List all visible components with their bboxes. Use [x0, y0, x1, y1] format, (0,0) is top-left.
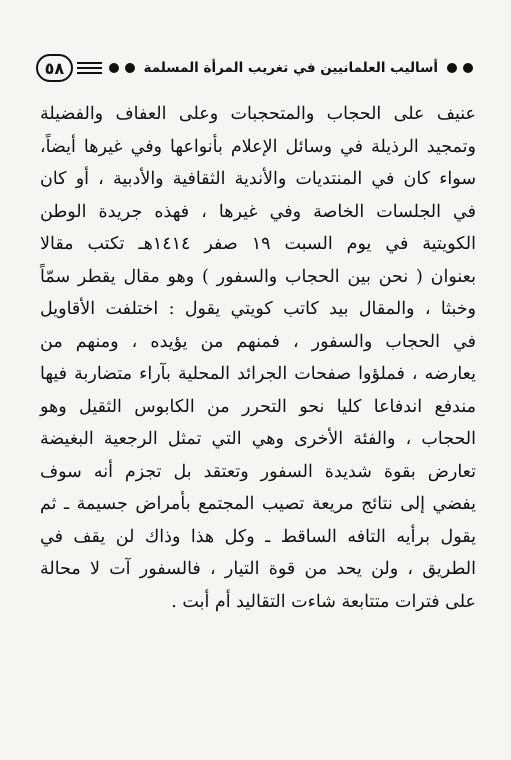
text-line: سواء كان في المنتديات والأندية الثقافية والأدبية ، أو كان — [40, 169, 476, 189]
text-line: بعنوان ( نحن بين الحجاب والسفور ) وهو مقال يقطر سمّاً — [40, 266, 476, 287]
text-line: في الحجاب والسفور ، فمنهم من يؤيده ، ومنهم من — [40, 331, 476, 352]
text-line: الحجاب ، والفئة الأخرى وهي التي تمثل الرجعية البغيضة — [40, 429, 476, 449]
text-line: في الجلسات الخاصة وفي غيرها ، فهذه جريدة الوطن — [40, 201, 476, 222]
text-line: يقول برأيه التافه الساقط ـ وكل هذا وذاك لن يقف في — [40, 526, 476, 547]
body-paragraph — [40, 98, 476, 618]
text-line: وخبثا ، والمقال بيد كاتب كويتي يقول : اختلفت الأقاويل — [40, 299, 476, 319]
bullet-dot-icon — [447, 63, 457, 73]
text-line: عنيف على الحجاب والمتحجبات وعلى العفاف والفضيلة — [40, 104, 476, 124]
text-line: تعارض بقوة شديدة السفور وتعتقد بل تجزم أنه سوف — [40, 461, 476, 482]
text-line: وتمجيد الرذيلة في وسائل الإعلام بأنواعها وفي غيرها أيضاً، — [40, 136, 476, 157]
text-line: يعارضه ، فملؤوا صفحات الجرائد المحلية بآراء متضاربة فيها — [40, 364, 476, 384]
header-dots-right — [444, 63, 476, 73]
text-line: على فترات متتابعة شاءت التقاليد أم أبت . — [171, 591, 476, 612]
bullet-dot-icon — [125, 63, 135, 73]
header-dots-left — [106, 63, 138, 73]
bullet-dot-icon — [109, 63, 119, 73]
text-line: يفضي إلى نتائج مريعة تصيب المجتمع بأمراض جسيمة ـ ثم — [40, 494, 476, 514]
text-line: مندفع اندفاعا كليا نحو التحرر من الكابوس الثقيل وهو — [40, 396, 476, 417]
page-header — [36, 50, 476, 86]
header-rule — [77, 62, 102, 74]
text-line: الكويتية في يوم السبت ١٩ صفر ١٤١٤هـ تكتب مقالا — [40, 234, 476, 254]
page-number: ٥٨ — [36, 54, 73, 82]
bullet-dot-icon — [463, 63, 473, 73]
running-title: أساليب العلمانيين في تغريب المرأة المسلمة — [143, 60, 438, 76]
text-line: الطريق ، ولن يحد من قوة التيار ، فالسفور آت لا محالة — [40, 559, 476, 579]
